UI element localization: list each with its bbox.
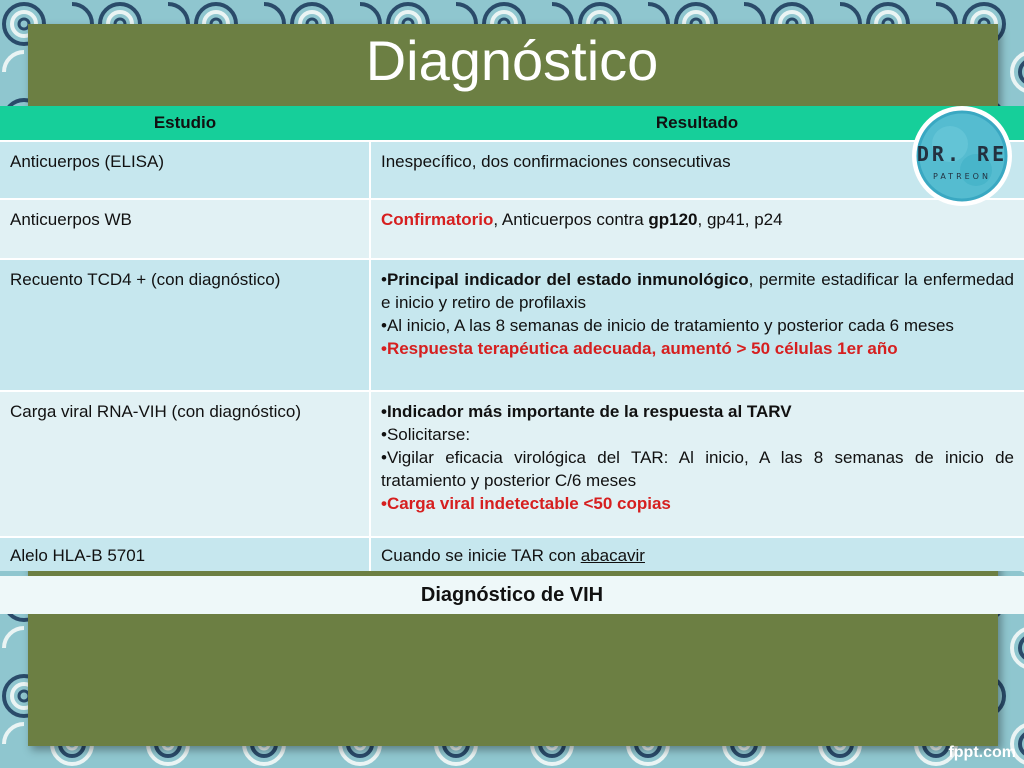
bullet-item: •Carga viral indetectable <50 copias — [381, 494, 671, 513]
cell-resultado — [370, 537, 1024, 571]
cell-estudio: Anticuerpos (ELISA) — [0, 141, 370, 199]
abacavir-link[interactable]: abacavir — [580, 546, 645, 565]
bullet-item: •Principal indicador del estado inmunológico, permite estadificar la enfermedad e inicio y retiro de profilaxis — [381, 270, 1014, 312]
logo-subtitle: PATREON — [933, 172, 991, 181]
hla-text: Cuando se inicie TAR con — [381, 546, 581, 565]
logo-name: DR. RE — [916, 142, 1008, 166]
cell-estudio: Recuento TCD4 + (con diagnóstico) — [0, 259, 370, 391]
table-row — [0, 259, 1024, 391]
bullet-text: Al inicio, A las 8 semanas de inicio de tratamiento y posterior cada 6 meses — [386, 316, 954, 335]
table-row — [0, 391, 1024, 537]
bullet-red-text: Carga viral indetectable <50 copias — [386, 494, 671, 513]
bullet-item: •Indicador más importante de la respuesta al TARV — [381, 402, 792, 421]
slide-caption: Diagnóstico de VIH — [420, 584, 604, 606]
bullet-text: Solicitarse: — [386, 425, 471, 444]
bullet-bold-text: Indicador más importante de la respuesta al TARV — [386, 402, 792, 421]
table-row — [0, 537, 1024, 571]
header-estudio: Estudio — [0, 106, 370, 141]
header-resultado: Resultado — [370, 106, 1024, 141]
bullet-text: Vigilar eficacia virológica del TAR: Al inicio, A las 8 semanas de inicio de tratamiento y posterior C/6 meses — [381, 448, 1014, 490]
antibody-text: , Anticuerpos contra — [493, 210, 649, 229]
bullet-item: •Respuesta terapéutica adecuada, aumentó > 50 células 1er año — [381, 339, 898, 358]
slide-title: Diagnóstico — [365, 29, 659, 92]
cell-estudio: Carga viral RNA-VIH (con diagnóstico) — [0, 391, 370, 537]
cell-resultado — [370, 391, 1024, 537]
table-header-row — [0, 106, 1024, 141]
bullet-text: , permite estadificar la enfermedad e inicio y retiro de profilaxis — [381, 270, 1014, 312]
bullet-bold-text: Principal indicador del estado inmunológico — [386, 270, 749, 289]
bullet-red-text: Respuesta terapéutica adecuada, aumentó > 50 células 1er año — [386, 339, 898, 358]
cell-estudio: Anticuerpos WB — [0, 199, 370, 259]
fppt-watermark: fppt.com — [948, 744, 1016, 761]
bullet-item: •Al inicio, A las 8 semanas de inicio de tratamiento y posterior cada 6 meses — [381, 316, 954, 335]
cell-resultado: Inespecífico, dos confirmaciones consecutivas — [370, 141, 1024, 199]
cell-estudio: Alelo HLA-B 5701 — [0, 537, 370, 571]
antibody-tail-text: , gp41, p24 — [697, 210, 783, 229]
table-row — [0, 141, 1024, 199]
table-row — [0, 199, 1024, 259]
bullet-item: •Vigilar eficacia virológica del TAR: Al inicio, A las 8 semanas de inicio de tratamiento y posterior C/6 meses — [381, 448, 1014, 490]
diagnosis-table — [0, 106, 1024, 571]
bullet-item: •Solicitarse: — [381, 425, 471, 444]
gp120-text: gp120 — [648, 210, 698, 229]
cell-resultado — [370, 199, 1024, 259]
cell-resultado — [370, 259, 1024, 391]
confirmatorio-text: Confirmatorio — [381, 210, 494, 229]
